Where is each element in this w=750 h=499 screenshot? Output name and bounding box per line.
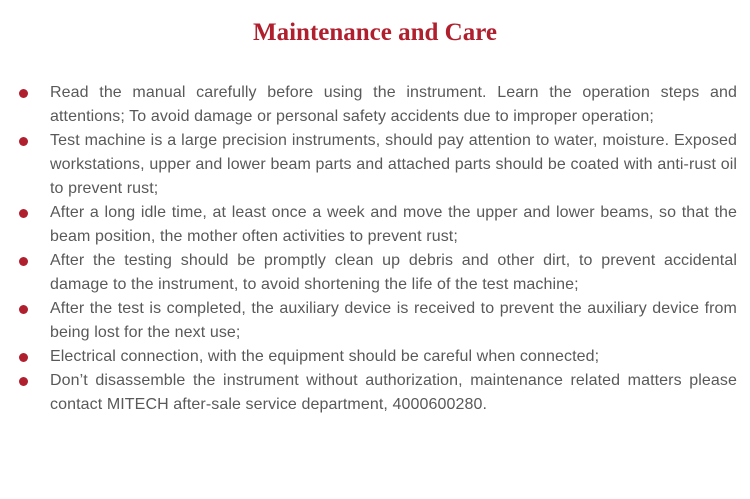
- list-item: [50, 81, 737, 129]
- bullet-icon: [19, 377, 28, 386]
- maintenance-list: [50, 81, 737, 417]
- page-title: Maintenance and Care: [253, 19, 497, 46]
- list-item: [50, 201, 737, 249]
- list-item-text: After the test is completed, the auxiliary device is received to prevent the auxiliary device from being lost for the next use;: [50, 300, 737, 341]
- bullet-icon: [19, 305, 28, 314]
- list-item: [50, 129, 737, 201]
- list-item: [50, 369, 737, 417]
- list-item-text: Electrical connection, with the equipment should be careful when connected;: [50, 348, 600, 365]
- bullet-icon: [19, 257, 28, 266]
- list-item: [50, 297, 737, 345]
- list-item-text: Read the manual carefully before using the instrument. Learn the operation steps and attentions; To avoid damage or personal safety accidents due to improper operation;: [50, 84, 737, 125]
- list-item: [50, 345, 737, 369]
- list-item-text: Test machine is a large precision instruments, should pay attention to water, moisture. Exposed workstations, upper and lower beam parts and attached parts should be coated with anti-rust oil to prevent rust;: [50, 132, 737, 197]
- bullet-icon: [19, 353, 28, 362]
- list-item-text: After the testing should be promptly clean up debris and other dirt, to prevent accidental damage to the instrument, to avoid shortening the life of the test machine;: [50, 252, 737, 293]
- bullet-icon: [19, 89, 28, 98]
- list-item: [50, 249, 737, 297]
- bullet-icon: [19, 209, 28, 218]
- list-item-text: Don’t disassemble the instrument without authorization, maintenance related matters please contact MITECH after-sale service department, 4000600280.: [50, 372, 737, 413]
- bullet-icon: [19, 137, 28, 146]
- list-item-text: After a long idle time, at least once a week and move the upper and lower beams, so that the beam position, the mother often activities to prevent rust;: [50, 204, 737, 245]
